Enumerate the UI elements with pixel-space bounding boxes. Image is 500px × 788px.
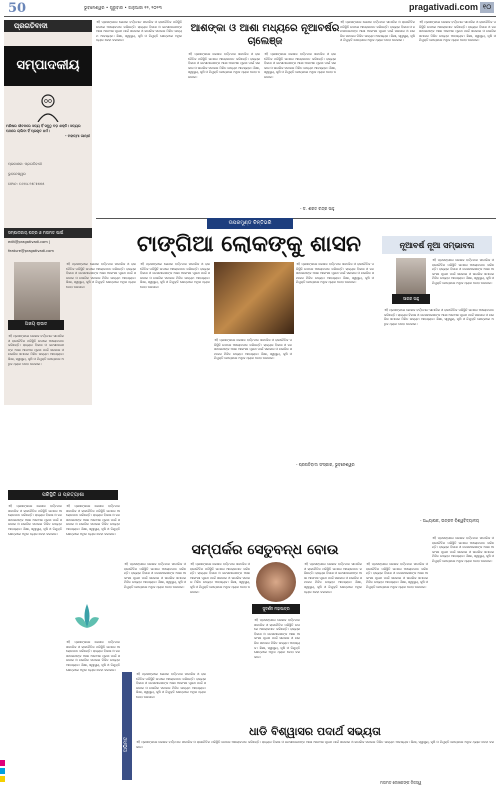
- lower-left-col1: ଏହି ପ୍ରସଙ୍ଗରେ ଲେଖକ ବର୍ତ୍ତମାନ ସାମାଜିକ ଓ ରାଜନୈତିକ ପରିସ୍ଥିତି ଉପରେ ଆଲୋକପାତ କରିଛନ୍ତି। ରାଜ୍ୟର ବିକାଶ ଓ ଜନସାଧାରଣଙ୍କ ଆଶା ଆକାଂକ୍ଷା ପୂରଣ ପାଇଁ ସରକାର ଓ ନାଗରିକ ସମାଜର ମିଳିତ ଉଦ୍ୟମ ଆବଶ୍ୟକ। ଶିକ୍ଷା, ସ୍ୱାସ୍ଥ୍ୟ, କୃଷି ଓ ନିଯୁକ୍ତି କ୍ଷେତ୍ରରେ ଅଧିକ ଧ୍ୟାନ ଦେବା ଦରକାର।: [8, 504, 62, 536]
- top-article-body-col2: ଏହି ପ୍ରସଙ୍ଗରେ ଲେଖକ ବର୍ତ୍ତମାନ ସାମାଜିକ ଓ ରାଜନୈତିକ ପରିସ୍ଥିତି ଉପରେ ଆଲୋକପାତ କରିଛନ୍ତି। ରାଜ୍ୟର ବିକାଶ ଓ ଜନସାଧାରଣଙ୍କ ଆଶା ଆକାଂକ୍ଷା ପୂରଣ ପାଇଁ ସରକାର ଓ ନାଗରିକ ସମାଜର ମିଳିତ ଉଦ୍ୟମ ଆବଶ୍ୟକ। ଶିକ୍ଷା, ସ୍ୱାସ୍ଥ୍ୟ, କୃଷି ଓ ନିଯୁକ୍ତି କ୍ଷେତ୍ରରେ ଅଧିକ ଧ୍ୟାନ ଦେବା ଦରକାର।: [264, 52, 336, 79]
- right-box-body: ଏହି ପ୍ରସଙ୍ଗରେ ଲେଖକ ବର୍ତ୍ତମାନ ସାମାଜିକ ଓ ରାଜନୈତିକ ପରିସ୍ଥିତି ଉପରେ ଆଲୋକପାତ କରିଛନ୍ତି। ରାଜ୍ୟର ବିକାଶ ଓ ଜନସାଧାରଣଙ୍କ ଆଶା ଆକାଂକ୍ଷା ପୂରଣ ପାଇଁ ସରକାର ଓ ନାଗରିକ ସମାଜର ମିଳିତ ଉଦ୍ୟମ ଆବଶ୍ୟକ। ଶିକ୍ଷା, ସ୍ୱାସ୍ଥ୍ୟ, କୃଷି ଓ ନିଯୁକ୍ତି କ୍ଷେତ୍ରରେ ଅଧିକ ଧ୍ୟାନ ଦେବା ଦରକାର।: [384, 308, 494, 326]
- divider: [96, 218, 496, 219]
- middle-article-col5: ଏହି ପ୍ରସଙ୍ଗରେ ଲେଖକ ବର୍ତ୍ତମାନ ସାମାଜିକ ଓ ରାଜନୈତିକ ପରିସ୍ଥିତି ଉପରେ ଆଲୋକପାତ କରିଛନ୍ତି। ରାଜ୍ୟର ବିକାଶ ଓ ଜନସାଧାରଣଙ୍କ ଆଶା ଆକାଂକ୍ଷା ପୂରଣ ପାଇଁ ସରକାର ଓ ନାଗରିକ ସମାଜର ମିଳିତ ଉଦ୍ୟମ ଆବଶ୍ୟକ। ଶିକ୍ଷା, ସ୍ୱାସ୍ଥ୍ୟ, କୃଷି ଓ ନିଯୁକ୍ତି କ୍ଷେତ୍ରରେ ଅଧିକ ଧ୍ୟାନ ଦେବା ଦରକାର।: [366, 562, 428, 589]
- website-link[interactable]: pragativadi.com: [408, 2, 478, 12]
- article-photo: [214, 262, 294, 334]
- right-box-tail: ଏହି ପ୍ରସଙ୍ଗରେ ଲେଖକ ବର୍ତ୍ତମାନ ସାମାଜିକ ଓ ରାଜନୈତିକ ପରିସ୍ଥିତି ଉପରେ ଆଲୋକପାତ କରିଛନ୍ତି। ରାଜ୍ୟର ବିକାଶ ଓ ଜନସାଧାରଣଙ୍କ ଆଶା ଆକାଂକ୍ଷା ପୂରଣ ପାଇଁ ସରକାର ଓ ନାଗରିକ ସମାଜର ମିଳିତ ଉଦ୍ୟମ ଆବଶ୍ୟକ। ଶିକ୍ଷା, ସ୍ୱାସ୍ଥ୍ୟ, କୃଷି ଓ ନିଯୁକ୍ତି କ୍ଷେତ୍ରରେ ଅଧିକ ଧ୍ୟାନ ଦେବା ଦରକାର।: [432, 536, 494, 563]
- anniversary-logo: 50: [8, 1, 27, 16]
- info-line: ପ୍ରକାଶକ: ପ୍ରଗତିବାଦୀ: [8, 162, 42, 166]
- lower-left-col2: ଏହି ପ୍ରସଙ୍ଗରେ ଲେଖକ ବର୍ତ୍ତମାନ ସାମାଜିକ ଓ ରାଜନୈତିକ ପରିସ୍ଥିତି ଉପରେ ଆଲୋକପାତ କରିଛନ୍ତି। ରାଜ୍ୟର ବିକାଶ ଓ ଜନସାଧାରଣଙ୍କ ଆଶା ଆକାଂକ୍ଷା ପୂରଣ ପାଇଁ ସରକାର ଓ ନାଗରିକ ସମାଜର ମିଳିତ ଉଦ୍ୟମ ଆବଶ୍ୟକ। ଶିକ୍ଷା, ସ୍ୱାସ୍ଥ୍ୟ, କୃଷି ଓ ନିଯୁକ୍ତି କ୍ଷେତ୍ରରେ ଅଧିକ ଧ୍ୟାନ ଦେବା ଦରକାର।: [66, 504, 120, 536]
- quote-author: - ମହାତ୍ମା ଗାନ୍ଧୀ: [65, 133, 90, 138]
- main-article-col4: ଏହି ପ୍ରସଙ୍ଗରେ ଲେଖକ ବର୍ତ୍ତମାନ ସାମାଜିକ ଓ ରାଜନୈତିକ ପରିସ୍ଥିତି ଉପରେ ଆଲୋକପାତ କରିଛନ୍ତି। ରାଜ୍ୟର ବିକାଶ ଓ ଜନସାଧାରଣଙ୍କ ଆଶା ଆକାଂକ୍ଷା ପୂରଣ ପାଇଁ ସରକାର ଓ ନାଗରିକ ସମାଜର ମିଳିତ ଉଦ୍ୟମ ଆବଶ୍ୟକ। ଶିକ୍ଷା, ସ୍ୱାସ୍ଥ୍ୟ, କୃଷି ଓ ନିଯୁକ୍ତି କ୍ଷେତ୍ରରେ ଅଧିକ ଧ୍ୟାନ ଦେବା ଦରକାର।: [296, 262, 374, 285]
- lower-left-col3: ଏହି ପ୍ରସଙ୍ଗରେ ଲେଖକ ବର୍ତ୍ତମାନ ସାମାଜିକ ଓ ରାଜନୈତିକ ପରିସ୍ଥିତି ଉପରେ ଆଲୋକପାତ କରିଛନ୍ତି। ରାଜ୍ୟର ବିକାଶ ଓ ଜନସାଧାରଣଙ୍କ ଆଶା ଆକାଂକ୍ଷା ପୂରଣ ପାଇଁ ସରକାର ଓ ନାଗରିକ ସମାଜର ମିଳିତ ଉଦ୍ୟମ ଆବଶ୍ୟକ। ଶିକ୍ଷା, ସ୍ୱାସ୍ଥ୍ୟ, କୃଷି ଓ ନିଯୁକ୍ତି କ୍ଷେତ୍ରରେ ଅଧିକ ଧ୍ୟାନ ଦେବା ଦରକାର।: [66, 640, 120, 672]
- top-article-body-col1: ଏହି ପ୍ରସଙ୍ଗରେ ଲେଖକ ବର୍ତ୍ତମାନ ସାମାଜିକ ଓ ରାଜନୈତିକ ପରିସ୍ଥିତି ଉପରେ ଆଲୋକପାତ କରିଛନ୍ତି। ରାଜ୍ୟର ବିକାଶ ଓ ଜନସାଧାରଣଙ୍କ ଆଶା ଆକାଂକ୍ଷା ପୂରଣ ପାଇଁ ସରକାର ଓ ନାଗରିକ ସମାଜର ମିଳିତ ଉଦ୍ୟମ ଆବଶ୍ୟକ। ଶିକ୍ଷା, ସ୍ୱାସ୍ଥ୍ୟ, କୃଷି ଓ ନିଯୁକ୍ତି କ୍ଷେତ୍ରରେ ଅଧିକ ଧ୍ୟାନ ଦେବା ଦରକାର।: [188, 52, 260, 79]
- lower-section-title: ପରିସ୍ଥିତି ଓ ପ୍ରତ୍ୟାଶା: [8, 490, 118, 500]
- editorial-title: ସମ୍ପାଦକୀୟ: [4, 46, 92, 86]
- middle-article-col1: ଏହି ପ୍ରସଙ୍ଗରେ ଲେଖକ ବର୍ତ୍ତମାନ ସାମାଜିକ ଓ ରାଜନୈତିକ ପରିସ୍ଥିତି ଉପରେ ଆଲୋକପାତ କରିଛନ୍ତି। ରାଜ୍ୟର ବିକାଶ ଓ ଜନସାଧାରଣଙ୍କ ଆଶା ଆକାଂକ୍ଷା ପୂରଣ ପାଇଁ ସରକାର ଓ ନାଗରିକ ସମାଜର ମିଳିତ ଉଦ୍ୟମ ଆବଶ୍ୟକ। ଶିକ୍ଷା, ସ୍ୱାସ୍ଥ୍ୟ, କୃଷି ଓ ନିଯୁକ୍ତି କ୍ଷେତ୍ରରେ ଅଧିକ ଧ୍ୟାନ ଦେବା ଦରକାର।: [124, 562, 186, 589]
- main-article-col1: ଏହି ପ୍ରସଙ୍ଗରେ ଲେଖକ ବର୍ତ୍ତମାନ ସାମାଜିକ ଓ ରାଜନୈତିକ ପରିସ୍ଥିତି ଉପରେ ଆଲୋକପାତ କରିଛନ୍ତି। ରାଜ୍ୟର ବିକାଶ ଓ ଜନସାଧାରଣଙ୍କ ଆଶା ଆକାଂକ୍ଷା ପୂରଣ ପାଇଁ ସରକାର ଓ ନାଗରିକ ସମାଜର ମିଳିତ ଉଦ୍ୟମ ଆବଶ୍ୟକ। ଶିକ୍ଷା, ସ୍ୱାସ୍ଥ୍ୟ, କୃଷି ଓ ନିଯୁକ୍ତି କ୍ଷେତ୍ରରେ ଅଧିକ ଧ୍ୟାନ ଦେବା ଦରକାର।: [66, 262, 136, 289]
- contact-emails[interactable]: edit@pragativadi.com | feature@pragativadi.com: [4, 238, 92, 247]
- middle-article-col2: ଏହି ପ୍ରସଙ୍ଗରେ ଲେଖକ ବର୍ତ୍ତମାନ ସାମାଜିକ ଓ ରାଜନୈତିକ ପରିସ୍ଥିତି ଉପରେ ଆଲୋକପାତ କରିଛନ୍ତି। ରାଜ୍ୟର ବିକାଶ ଓ ଜନସାଧାରଣଙ୍କ ଆଶା ଆକାଂକ୍ଷା ପୂରଣ ପାଇଁ ସରକାର ଓ ନାଗରିକ ସମାଜର ମିଳିତ ଉଦ୍ୟମ ଆବଶ୍ୟକ। ଶିକ୍ଷା, ସ୍ୱାସ୍ଥ୍ୟ, କୃଷି ଓ ନିଯୁକ୍ତି କ୍ଷେତ୍ରରେ ଅଧିକ ଧ୍ୟାନ ଦେବା ଦରକାର।: [190, 562, 250, 594]
- info-line: ଭୁବନେଶ୍ୱର: [8, 172, 26, 176]
- bottom-article-body: ଏହି ପ୍ରସଙ୍ଗରେ ଲେଖକ ବର୍ତ୍ତମାନ ସାମାଜିକ ଓ ରାଜନୈତିକ ପରିସ୍ଥିତି ଉପରେ ଆଲୋକପାତ କରିଛନ୍ତି। ରାଜ୍ୟର ବିକାଶ ଓ ଜନସାଧାରଣଙ୍କ ଆଶା ଆକାଂକ୍ଷା ପୂରଣ ପାଇଁ ସରକାର ଓ ନାଗରିକ ସମାଜର ମିଳିତ ଉଦ୍ୟମ ଆବଶ୍ୟକ। ଶିକ୍ଷା, ସ୍ୱାସ୍ଥ୍ୟ, କୃଷି ଓ ନିଯୁକ୍ତି କ୍ଷେତ୍ରରେ ଅଧିକ ଧ୍ୟାନ ଦେବା ଦରକାର।: [136, 740, 494, 749]
- quote-text: ମଣିଷର ଜୀବନରେ ସତ୍ୟ ହିଁ ସବୁଠୁ ବଡ଼ ଶକ୍ତି। ସତ୍ୟର ପଥରେ ଚାଲିବା ହିଁ ପ୍ରକୃତ ଧର୍ମ।: [6, 124, 81, 133]
- middle-article-col3: ଏହି ପ୍ରସଙ୍ଗରେ ଲେଖକ ବର୍ତ୍ତମାନ ସାମାଜିକ ଓ ରାଜନୈତିକ ପରିସ୍ଥିତି ଉପରେ ଆଲୋକପାତ କରିଛନ୍ତି। ରାଜ୍ୟର ବିକାଶ ଓ ଜନସାଧାରଣଙ୍କ ଆଶା ଆକାଂକ୍ଷା ପୂରଣ ପାଇଁ ସରକାର ଓ ନାଗରିକ ସମାଜର ମିଳିତ ଉଦ୍ୟମ ଆବଶ୍ୟକ। ଶିକ୍ଷା, ସ୍ୱାସ୍ଥ୍ୟ, କୃଷି ଓ ନିଯୁକ୍ତି କ୍ଷେତ୍ରରେ ଅଧିକ ଧ୍ୟାନ ଦେବା ଦରକାର।: [254, 618, 300, 659]
- right-box-intro: ଏହି ପ୍ରସଙ୍ଗରେ ଲେଖକ ବର୍ତ୍ତମାନ ସାମାଜିକ ଓ ରାଜନୈତିକ ପରିସ୍ଥିତି ଉପରେ ଆଲୋକପାତ କରିଛନ୍ତି। ରାଜ୍ୟର ବିକାଶ ଓ ଜନସାଧାରଣଙ୍କ ଆଶା ଆକାଂକ୍ଷା ପୂରଣ ପାଇଁ ସରକାର ଓ ନାଗରିକ ସମାଜର ମିଳିତ ଉଦ୍ୟମ ଆବଶ୍ୟକ। ଶିକ୍ଷା, ସ୍ୱାସ୍ଥ୍ୟ, କୃଷି ଓ ନିଯୁକ୍ତି କ୍ଷେତ୍ରରେ ଅଧିକ ଧ୍ୟାନ ଦେବା ଦରକାର।: [432, 258, 494, 285]
- right-box-byline: - ଅଧ୍ୟାପକ, ଉତ୍କଳ ବିଶ୍ୱବିଦ୍ୟାଳୟ: [420, 518, 480, 523]
- main-article-sidecol: ଏହି ପ୍ରସଙ୍ଗରେ ଲେଖକ ବର୍ତ୍ତମାନ ସାମାଜିକ ଓ ରାଜନୈତିକ ପରିସ୍ଥିତି ଉପରେ ଆଲୋକପାତ କରିଛନ୍ତି। ରାଜ୍ୟର ବିକାଶ ଓ ଜନସାଧାରଣଙ୍କ ଆଶା ଆକାଂକ୍ଷା ପୂରଣ ପାଇଁ ସରକାର ଓ ନାଗରିକ ସମାଜର ମିଳିତ ଉଦ୍ୟମ ଆବଶ୍ୟକ। ଶିକ୍ଷା, ସ୍ୱାସ୍ଥ୍ୟ, କୃଷି ଓ ନିଯୁକ୍ତି କ୍ଷେତ୍ରରେ ଅଧିକ ଧ୍ୟାନ ଦେବା ଦରକାର।: [8, 334, 64, 366]
- main-article-headline: ଟାଙ୍ଗିଆ ଲୋକଙ୍କୁ ଶାସନ: [136, 231, 362, 257]
- right-author-photo: [396, 258, 426, 294]
- right-author-name: ସାଗର ସାହୁ: [392, 294, 430, 304]
- registration-mark: [0, 776, 5, 782]
- author-photo: [14, 262, 60, 320]
- top-article-headline: ଆଶଙ୍କା ଓ ଆଶା ମଧ୍ୟରେ ନୂଆବର୍ଷର ଚାଲେଞ୍ଜ: [190, 23, 340, 47]
- top-article-byline: - ଡ. ଶରତ ଚନ୍ଦ୍ର ସାହୁ: [300, 206, 335, 211]
- author-name: ଅଜୟ ରାଉତ: [8, 320, 64, 330]
- top-article-body-col4: ଏହି ପ୍ରସଙ୍ଗରେ ଲେଖକ ବର୍ତ୍ତମାନ ସାମାଜିକ ଓ ରାଜନୈତିକ ପରିସ୍ଥିତି ଉପରେ ଆଲୋକପାତ କରିଛନ୍ତି। ରାଜ୍ୟର ବିକାଶ ଓ ଜନସାଧାରଣଙ୍କ ଆଶା ଆକାଂକ୍ଷା ପୂରଣ ପାଇଁ ସରକାର ଓ ନାଗରିକ ସମାଜର ମିଳିତ ଉଦ୍ୟମ ଆବଶ୍ୟକ। ଶିକ୍ଷା, ସ୍ୱାସ୍ଥ୍ୟ, କୃଷି ଓ ନିଯୁକ୍ତି କ୍ଷେତ୍ରରେ ଅଧିକ ଧ୍ୟାନ ଦେବା ଦରକାର।: [419, 20, 496, 43]
- dateline: ଭୁବନେଶ୍ୱର • ଗୁରୁବାର • ଜାନୁଆରୀ ୧୨, ୨୦୨୩: [84, 5, 162, 10]
- editorial-body: ଏହି ପ୍ରସଙ୍ଗରେ ଲେଖକ ବର୍ତ୍ତମାନ ସାମାଜିକ ଓ ରାଜନୈତିକ ପରିସ୍ଥିତି ଉପରେ ଆଲୋକପାତ କରିଛନ୍ତି। ରାଜ୍ୟର ବିକାଶ ଓ ଜନସାଧାରଣଙ୍କ ଆଶା ଆକାଂକ୍ଷା ପୂରଣ ପାଇଁ ସରକାର ଓ ନାଗରିକ ସମାଜର ମିଳିତ ଉଦ୍ୟମ ଆବଶ୍ୟକ। ଶିକ୍ଷା, ସ୍ୱାସ୍ଥ୍ୟ, କୃଷି ଓ ନିଯୁକ୍ତି କ୍ଷେତ୍ରରେ ଅଧିକ ଧ୍ୟାନ ଦେବା ଦରକାର।: [96, 20, 182, 43]
- contact-bar: ସମ୍ପାଦକୀୟ ପତ୍ର ଓ ମତାମତ ପାଇଁ: [4, 228, 92, 238]
- section-label: ଉପରମୁଣ୍ଡ ଚିନ୍ତିଭରି: [207, 218, 293, 229]
- opinion-side-label: [122, 672, 132, 780]
- right-box-headline: ନୂଆବର୍ଷ ନୂଆ ସମ୍ଭାବନା: [382, 236, 492, 254]
- lotus-logo-icon: [72, 600, 102, 632]
- bottom-article-intro: ଏହି ପ୍ରସଙ୍ଗରେ ଲେଖକ ବର୍ତ୍ତମାନ ସାମାଜିକ ଓ ରାଜନୈତିକ ପରିସ୍ଥିତି ଉପରେ ଆଲୋକପାତ କରିଛନ୍ତି। ରାଜ୍ୟର ବିକାଶ ଓ ଜନସାଧାରଣଙ୍କ ଆଶା ଆକାଂକ୍ଷା ପୂରଣ ପାଇଁ ସରକାର ଓ ନାଗରିକ ସମାଜର ମିଳିତ ଉଦ୍ୟମ ଆବଶ୍ୟକ। ଶିକ୍ଷା, ସ୍ୱାସ୍ଥ୍ୟ, କୃଷି ଓ ନିଯୁକ୍ତି କ୍ଷେତ୍ରରେ ଅଧିକ ଧ୍ୟାନ ଦେବା ଦରକାର।: [136, 672, 206, 699]
- middle-article-headline: ସମ୍ପର୍କର ସେତୁବନ୍ଧ ବୋଉ: [191, 542, 339, 558]
- footer-note: ମତାମତ ଲେଖକଙ୍କ ନିଜସ୍ୱ: [380, 780, 422, 785]
- gandhi-illustration-icon: [34, 92, 62, 122]
- page-number: ୧୦: [480, 2, 494, 13]
- middle-article-col4: ଏହି ପ୍ରସଙ୍ଗରେ ଲେଖକ ବର୍ତ୍ତମାନ ସାମାଜିକ ଓ ରାଜନୈତିକ ପରିସ୍ଥିତି ଉପରେ ଆଲୋକପାତ କରିଛନ୍ତି। ରାଜ୍ୟର ବିକାଶ ଓ ଜନସାଧାରଣଙ୍କ ଆଶା ଆକାଂକ୍ଷା ପୂରଣ ପାଇଁ ସରକାର ଓ ନାଗରିକ ସମାଜର ମିଳିତ ଉଦ୍ୟମ ଆବଶ୍ୟକ। ଶିକ୍ଷା, ସ୍ୱାସ୍ଥ୍ୟ, କୃଷି ଓ ନିଯୁକ୍ତି କ୍ଷେତ୍ରରେ ଅଧିକ ଧ୍ୟାନ ଦେବା ଦରକାର।: [304, 562, 362, 594]
- registration-mark: [0, 760, 5, 766]
- masthead: [0, 0, 500, 16]
- registration-mark: [0, 768, 5, 774]
- middle-author-photo: [256, 562, 296, 602]
- bottom-article-headline: ଧାଡି ବିଶ୍ୱାସର ପଦାର୍ଥ ସଭ୍ୟତା: [249, 725, 381, 738]
- middle-author-name: ସୁଦର୍ଶନ ମହାପାତ୍ର: [252, 604, 300, 614]
- editorial-quote: [6, 124, 90, 154]
- main-article-col2: ଏହି ପ୍ରସଙ୍ଗରେ ଲେଖକ ବର୍ତ୍ତମାନ ସାମାଜିକ ଓ ରାଜନୈତିକ ପରିସ୍ଥିତି ଉପରେ ଆଲୋକପାତ କରିଛନ୍ତି। ରାଜ୍ୟର ବିକାଶ ଓ ଜନସାଧାରଣଙ୍କ ଆଶା ଆକାଂକ୍ଷା ପୂରଣ ପାଇଁ ସରକାର ଓ ନାଗରିକ ସମାଜର ମିଳିତ ଉଦ୍ୟମ ଆବଶ୍ୟକ। ଶିକ୍ଷା, ସ୍ୱାସ୍ଥ୍ୟ, କୃଷି ଓ ନିଯୁକ୍ତି କ୍ଷେତ୍ରରେ ଅଧିକ ଧ୍ୟାନ ଦେବା ଦରକାର।: [140, 262, 210, 289]
- top-article-body-col3: ଏହି ପ୍ରସଙ୍ଗରେ ଲେଖକ ବର୍ତ୍ତମାନ ସାମାଜିକ ଓ ରାଜନୈତିକ ପରିସ୍ଥିତି ଉପରେ ଆଲୋକପାତ କରିଛନ୍ତି। ରାଜ୍ୟର ବିକାଶ ଓ ଜନସାଧାରଣଙ୍କ ଆଶା ଆକାଂକ୍ଷା ପୂରଣ ପାଇଁ ସରକାର ଓ ନାଗରିକ ସମାଜର ମିଳିତ ଉଦ୍ୟମ ଆବଶ୍ୟକ। ଶିକ୍ଷା, ସ୍ୱାସ୍ଥ୍ୟ, କୃଷି ଓ ନିଯୁକ୍ତି କ୍ଷେତ୍ରରେ ଅଧିକ ଧ୍ୟାନ ଦେବା ଦରକାର।: [340, 20, 415, 43]
- main-article-byline: - ପ୍ରଗତିବାଦୀ ସଂସ୍କାର, ଭୁବନେଶ୍ୱର: [296, 462, 355, 467]
- brand-bar: ପ୍ରଗତିବାଦୀ: [4, 20, 92, 32]
- main-article-col3: ଏହି ପ୍ରସଙ୍ଗରେ ଲେଖକ ବର୍ତ୍ତମାନ ସାମାଜିକ ଓ ରାଜନୈତିକ ପରିସ୍ଥିତି ଉପରେ ଆଲୋକପାତ କରିଛନ୍ତି। ରାଜ୍ୟର ବିକାଶ ଓ ଜନସାଧାରଣଙ୍କ ଆଶା ଆକାଂକ୍ଷା ପୂରଣ ପାଇଁ ସରକାର ଓ ନାଗରିକ ସମାଜର ମିଳିତ ଉଦ୍ୟମ ଆବଶ୍ୟକ। ଶିକ୍ଷା, ସ୍ୱାସ୍ଥ୍ୟ, କୃଷି ଓ ନିଯୁକ୍ତି କ୍ଷେତ୍ରରେ ଅଧିକ ଧ୍ୟାନ ଦେବା ଦରକାର।: [214, 338, 292, 361]
- divider: [4, 16, 496, 17]
- side-label-text: ଅଭିମତ: [123, 736, 129, 752]
- publisher-info: [8, 162, 88, 186]
- info-line: ଫୋନ: ୦୬୭୪-୨୫୮୫୫୫୫: [8, 182, 45, 186]
